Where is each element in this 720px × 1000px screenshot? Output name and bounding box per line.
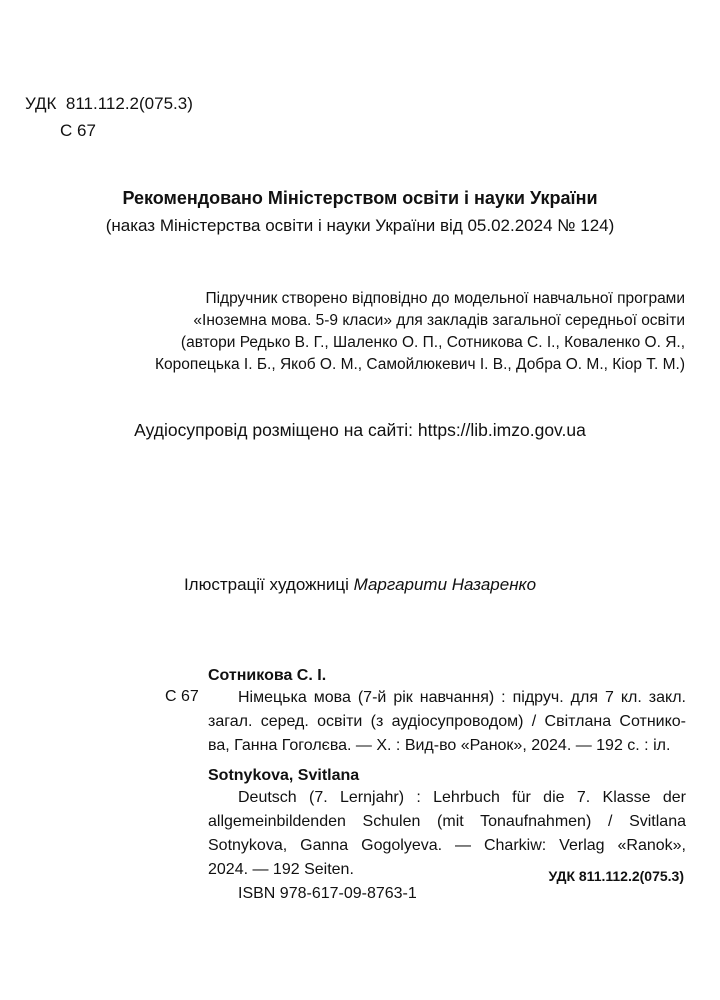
program-note [150, 288, 685, 376]
author-sign-code: С 67 [60, 121, 96, 140]
program-note-line: Підручник створено відповідно до модельної навчальної програми [205, 290, 685, 307]
catalog-ua-author: Сотникова С. І. [208, 667, 327, 684]
catalog-ua-code: С 67 [165, 688, 199, 705]
illustrations-prefix: Ілюстрації художниці [183, 575, 349, 594]
catalog-de-line: Sotnykova, Ganna Gogolyeva. — Charkiw: Verlag «Ranok», [208, 837, 686, 854]
catalog-ua-line: загал. серед. освіти (з аудіосупроводом) / Світлана Сотнико- [208, 713, 686, 730]
isbn: ISBN 978-617-09-8763-1 [238, 885, 417, 902]
catalog-de-description [208, 786, 686, 906]
udk-top [25, 93, 193, 115]
program-note-line: «Іноземна мова. 5-9 класи» для закладів загальної середньої освіти [193, 312, 685, 329]
catalog-de-line: Deutsch (7. Lernjahr) : Lehrbuch für die 7. Klasse der [238, 789, 686, 806]
udk-code: 811.112.2(075.3) [65, 94, 193, 113]
illustrations-credit [0, 575, 720, 595]
audio-note: Аудіосупровід розміщено на сайті: https://lib.imzo.gov.ua [134, 420, 586, 440]
recommendation-order: (наказ Міністерства освіти і науки України від 05.02.2024 № 124) [105, 216, 615, 235]
catalog-de-author: Sotnykova, Svitlana [208, 767, 360, 784]
catalog-ua-line: Німецька мова (7-й рік навчання) : підруч. для 7 кл. закл. [238, 689, 686, 706]
program-note-line: (автори Редько В. Г., Шаленко О. П., Сотникова С. І., Коваленко О. Я., [180, 334, 685, 351]
udk-bottom: УДК 811.112.2(075.3) [548, 868, 684, 884]
recommendation-title: Рекомендовано Міністерством освіти і науки України [122, 188, 598, 208]
program-note-line: Коропецька І. Б., Якоб О. М., Самойлюкевич І. В., Добра О. М., Кіор Т. М.) [155, 356, 685, 373]
catalog-ua-description [208, 686, 686, 758]
udk-label: УДК [25, 94, 57, 113]
catalog-de-line: allgemeinbildenden Schulen (mit Tonaufnahmen) / Svitlana [208, 813, 686, 830]
catalog-de-line: 2024. — 192 Seiten. [208, 861, 354, 878]
catalog-ua-line: ва, Ганна Гоголєва. — Х. : Вид-во «Ранок», 2024. — 192 с. : іл. [208, 737, 671, 754]
illustrations-artist: Маргарити Назаренко [353, 575, 537, 594]
